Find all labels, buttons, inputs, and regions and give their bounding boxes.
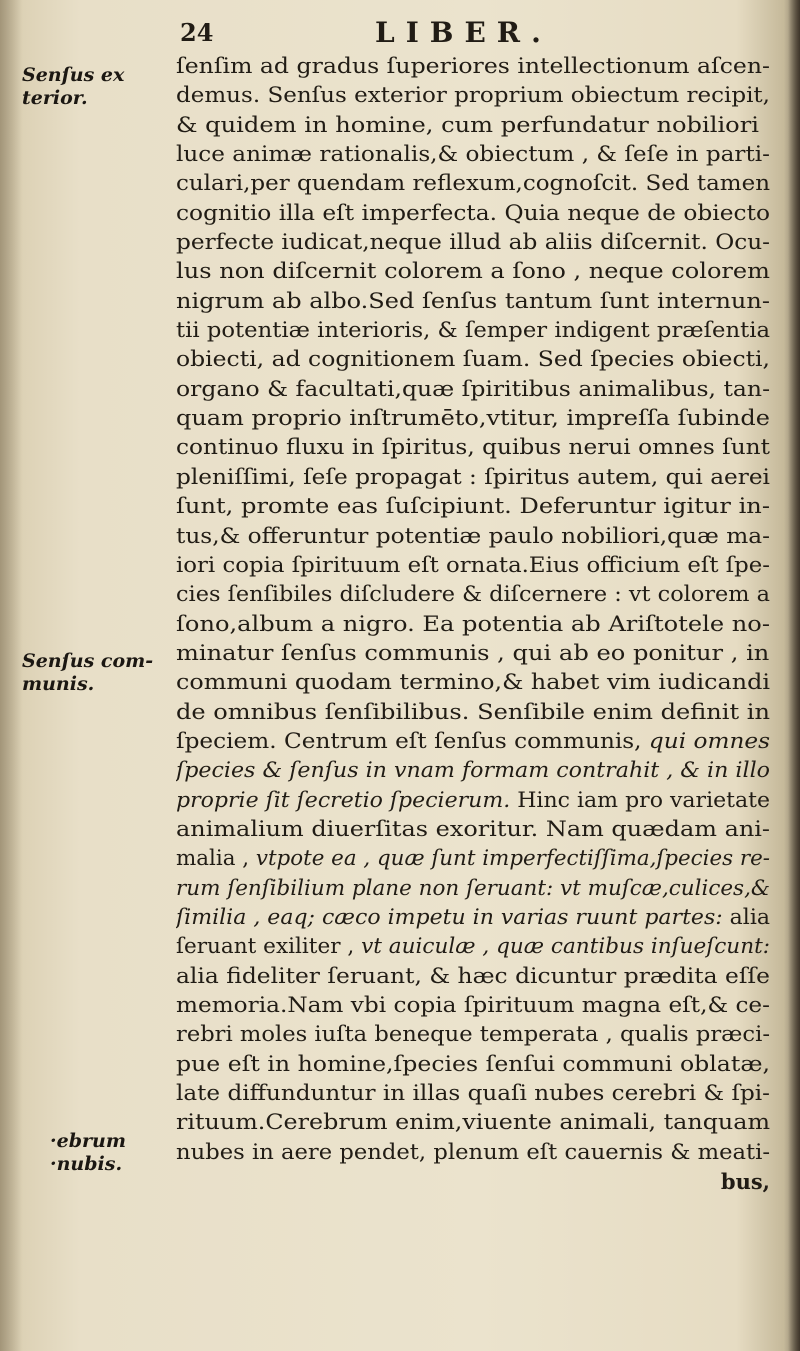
text-segment: communi quodam termino,& habet vim iudicandi (176, 670, 770, 695)
text-segment: de omnibus ſenſibilibus. Senſibile enim definit in (176, 699, 770, 724)
text-segment: luce animæ rationalis,& obiectum , & ſeſe in parti- (176, 142, 770, 167)
text-line (176, 962, 770, 991)
margin-note-line: terior. (22, 87, 88, 109)
margin-note-cerebrum-nubis (50, 1130, 190, 1176)
text-segment: tii potentiæ interioris, & ſemper indigent præſentia (176, 318, 770, 343)
text-line (176, 1167, 770, 1196)
text-segment: pleniſſimi, ſeſe propagat : ſpiritus autem, qui aerei (176, 464, 770, 489)
text-segment: late diffunduntur in illas quaſi nubes cerebri & ſpi- (176, 1081, 770, 1106)
italic-segment: ſpecies & ſenſus in vnam formam contrahit , & in illo (176, 758, 770, 783)
body-text (176, 52, 770, 1196)
text-segment: nubes in aere pendet, plenum eſt cauernis & meati- (176, 1139, 770, 1164)
text-segment: quam proprio inſtrumēto,vtitur, impreſſa ſubinde (176, 406, 770, 431)
text-segment: continuo fluxu in ſpiritus, quibus nerui omnes ſunt (176, 435, 770, 460)
text-line (176, 815, 770, 844)
margin-note-line: Senſus com- (22, 650, 154, 672)
text-line (176, 727, 770, 756)
margin-note-line: ·ebrum (50, 1130, 126, 1152)
text-line (176, 345, 770, 374)
text-line (176, 1138, 770, 1167)
page-number: 24 (180, 18, 214, 47)
text-line (176, 874, 770, 903)
page-edge-shadow (788, 0, 800, 1351)
text-line (176, 433, 770, 462)
text-line (176, 463, 770, 492)
text-segment: cies ſenſibiles diſcludere & diſcernere : vt colorem a (176, 582, 770, 607)
text-segment: ſeruant exiliter , (176, 934, 362, 959)
text-line (176, 580, 770, 609)
text-segment: animalium diuerſitas exoritur. Nam quædam ani- (176, 816, 770, 841)
text-segment: alia fideliter ſeruant, & hæc dicuntur prædita eſſe (176, 963, 770, 988)
text-line (176, 903, 770, 932)
text-segment: rituum.Cerebrum enim,viuente animali, tanquam (176, 1110, 770, 1135)
text-segment: ſono,album a nigro. Ea potentia ab Ariſtotele no- (176, 611, 770, 636)
text-segment: malia , (176, 846, 256, 871)
text-line (176, 492, 770, 521)
text-segment: ſpeciem. Centrum eſt ſenſus communis, (176, 728, 649, 753)
text-line (176, 169, 770, 198)
text-segment: organo & facultati,quæ ſpiritibus animalibus, tan- (176, 376, 770, 401)
text-line (176, 257, 770, 286)
text-line (176, 1050, 770, 1079)
text-line (176, 81, 770, 110)
italic-segment: proprie ſit ſecretio ſpecierum. (176, 787, 511, 812)
margin-note-line: Senſus ex (22, 64, 125, 86)
text-segment: Hinc iam pro varietate (510, 787, 770, 812)
text-line (176, 199, 770, 228)
text-line (176, 668, 770, 697)
margin-note-line: ·nubis. (50, 1153, 123, 1175)
text-segment: pue eſt in homine,ſpecies ſenſui communi oblatæ, (176, 1051, 770, 1076)
margin-note-line: munis. (22, 673, 95, 695)
text-segment: rebri moles iuſta beneque temperata , qualis præci- (176, 1022, 770, 1047)
text-line (176, 551, 770, 580)
italic-segment: ſimilia , eaq; cæco impetu in varias ruunt partes: (176, 904, 723, 929)
text-segment: ſenſim ad gradus ſuperiores intellectionum aſcen- (176, 54, 770, 78)
text-line (176, 786, 770, 815)
text-line (176, 639, 770, 668)
text-line (176, 140, 770, 169)
running-head: LIBER. (375, 16, 552, 49)
text-segment: lus non diſcernit colorem a ſono , neque colorem (176, 259, 770, 284)
text-segment: nigrum ab albo.Sed ſenſus tantum ſunt internun- (176, 288, 770, 313)
text-segment: minatur ſenſus communis , qui ab eo ponitur , in (176, 640, 770, 665)
text-segment: obiecti, ad cognitionem ſuam. Sed ſpecies obiecti, (176, 347, 770, 372)
text-line (176, 1108, 770, 1137)
text-line (176, 522, 770, 551)
italic-segment: rum ſenſibilium plane non ſeruant: vt muſcæ,culices,& (176, 875, 770, 900)
italic-segment: qui omnes (648, 728, 770, 753)
page-header (180, 12, 780, 52)
text-segment: & quidem in homine, cum perfundatur nobiliori (176, 112, 759, 137)
text-line (176, 404, 770, 433)
text-line (176, 932, 770, 961)
text-line (176, 991, 770, 1020)
text-segment: bus, (720, 1169, 770, 1195)
text-segment: memoria.Nam vbi copia ſpirituum magna eſt,& ce- (176, 993, 770, 1017)
text-line (176, 756, 770, 785)
text-segment: culari,per quendam reflexum,cognoſcit. Sed tamen (176, 171, 770, 196)
italic-segment: vt auiculæ , quæ cantibus inſueſcunt: (361, 934, 770, 959)
text-line (176, 1079, 770, 1108)
italic-segment: vtpote ea , quæ ſunt imperfectiſſima,ſpecies re- (255, 846, 770, 871)
text-line (176, 610, 770, 639)
text-line (176, 287, 770, 316)
text-line (176, 111, 770, 140)
text-segment: ſunt, promte eas ſuſcipiunt. Deferuntur igitur in- (176, 494, 770, 519)
text-segment: perfecte iudicat,neque illud ab aliis diſcernit. Ocu- (176, 230, 770, 255)
text-segment: cognitio illa eſt imperfecta. Quia neque de obiecto (176, 200, 770, 225)
text-segment: tus,& offeruntur potentiæ paulo nobiliori,quæ ma- (176, 523, 770, 548)
binding-shadow (0, 0, 22, 1351)
text-line (176, 1020, 770, 1049)
text-segment: iori copia ſpirituum eſt ornata.Eius officium eſt ſpe- (176, 552, 770, 577)
margin-note-sensus-communis (22, 650, 162, 696)
text-segment: demus. Senſus exterior proprium obiectum recipit, (176, 83, 770, 108)
text-line (176, 228, 770, 257)
text-line (176, 316, 770, 345)
margin-note-sensus-exterior (22, 64, 162, 110)
text-line (176, 52, 770, 81)
text-line (176, 844, 770, 873)
text-segment: alia (722, 904, 770, 929)
text-line (176, 375, 770, 404)
text-line (176, 698, 770, 727)
